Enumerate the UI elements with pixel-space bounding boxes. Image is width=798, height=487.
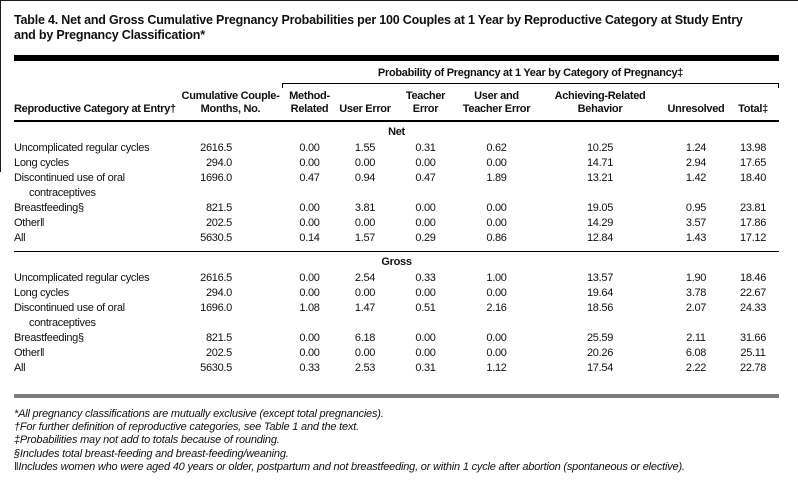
value-cell: 0.00	[299, 287, 320, 299]
value-cell: 0.33	[415, 272, 436, 284]
value-cell: 12.84	[586, 232, 614, 244]
value-cell: 0.94	[354, 172, 376, 184]
value-cell: 0.29	[415, 232, 436, 244]
value-cell: 14.29	[586, 217, 614, 229]
value-cell: 0.00	[299, 347, 320, 359]
value-cell: 20.26	[586, 347, 614, 359]
value-cell: 22.78	[740, 362, 767, 374]
value-cell: 0.00	[299, 157, 320, 169]
col-header-unresolved: Unresolved	[665, 88, 727, 121]
category-label: Discontinued use of oral contraceptives	[14, 302, 125, 329]
table-row	[14, 301, 779, 331]
value-cell: 294.0	[205, 157, 232, 169]
table-row	[14, 201, 779, 216]
value-cell: 6.18	[354, 332, 376, 344]
col-header-method-related: Method-Related	[282, 88, 337, 121]
value-cell: 0.47	[415, 172, 436, 184]
footnote-line: §Includes total breast-feeding and breast-feeding/weaning.	[14, 447, 289, 460]
spanner-label: Probability of Pregnancy at 1 Year by Category of Pregnancy‡	[377, 67, 684, 79]
footnote-line: ‡Probabilities may not add to totals because of rounding.	[14, 434, 280, 447]
value-cell: 1.89	[486, 172, 507, 184]
value-cell: 18.56	[586, 302, 614, 314]
value-cell: 22.67	[740, 287, 767, 299]
value-cell: 0.86	[486, 232, 507, 244]
category-label: All	[14, 232, 26, 244]
value-cell: 0.14	[299, 232, 320, 244]
value-cell: 1.57	[354, 232, 376, 244]
category-label: Uncomplicated regular cycles	[14, 272, 150, 284]
table-row	[14, 271, 779, 286]
category-label: Uncomplicated regular cycles	[14, 142, 150, 154]
value-cell: 1.55	[354, 142, 376, 154]
value-cell: 13.21	[586, 172, 614, 184]
value-cell: 31.66	[740, 332, 767, 344]
table-row	[14, 346, 779, 361]
value-cell: 0.00	[299, 217, 320, 229]
value-cell: 202.5	[205, 217, 232, 229]
footnote-line: ‖Includes women who were aged 40 years or older, postpartum and not breastfeeding, or within 1 cycle after abortion (spontaneous or elective).	[14, 460, 685, 473]
value-cell: 0.62	[486, 142, 507, 154]
footnote-line: †For further definition of reproductive categories, see Table 1 and the text.	[14, 421, 359, 434]
value-cell: 0.95	[685, 202, 707, 214]
section-label: Gross	[14, 252, 779, 272]
col-header-user-error: User Error	[337, 88, 393, 121]
value-cell: 0.33	[299, 362, 320, 374]
value-cell: 3.57	[685, 217, 707, 229]
category-cell	[14, 231, 179, 252]
section-label-row	[14, 121, 779, 141]
value-cell: 1.08	[299, 302, 320, 314]
table-row	[14, 331, 779, 346]
value-cell: 0.47	[299, 172, 320, 184]
value-cell: 2.07	[685, 302, 707, 314]
value-cell: 0.00	[486, 347, 507, 359]
spanner-row	[14, 61, 779, 88]
data-table	[14, 61, 779, 381]
section-label: Net	[388, 126, 405, 138]
category-label: Long cycles	[14, 287, 69, 299]
value-cell: 2.94	[685, 157, 707, 169]
category-label: Long cycles	[14, 157, 69, 169]
value-cell: 0.00	[486, 157, 507, 169]
category-cell	[14, 286, 179, 301]
footnote-line: *All pregnancy classifications are mutually exclusive (except total pregnancies).	[14, 408, 384, 420]
value-cell: 19.05	[586, 202, 614, 214]
footnotes	[14, 408, 779, 474]
spanner-spacer	[14, 61, 282, 88]
value-cell: 294.0	[205, 287, 232, 299]
value-cell: 23.81	[740, 202, 767, 214]
value-cell: 13.98	[740, 142, 767, 154]
category-label: Other‖	[14, 217, 45, 229]
value-cell: 10.25	[586, 142, 614, 154]
value-cell: 5630.5	[200, 362, 232, 374]
table-row	[14, 156, 779, 171]
value-cell: 1696.0	[200, 172, 232, 184]
category-label: Breastfeeding§	[14, 202, 84, 214]
value-cell: 3.81	[354, 202, 376, 214]
value-cell: 17.54	[586, 362, 614, 374]
value-cell: 2.54	[354, 272, 376, 284]
value-cell: 0.51	[415, 302, 436, 314]
value-cell: 821.5	[205, 202, 232, 214]
category-label: Breastfeeding§	[14, 332, 84, 344]
col-header-teacher-error: Teacher Error	[393, 88, 458, 121]
value-cell: 1.12	[486, 362, 507, 374]
category-cell	[14, 331, 179, 346]
category-cell	[14, 346, 179, 361]
value-cell: 0.00	[354, 157, 376, 169]
value-cell: 0.00	[486, 202, 507, 214]
value-cell: 0.00	[299, 332, 320, 344]
value-cell: 24.33	[740, 302, 767, 314]
value-cell: 821.5	[205, 332, 232, 344]
value-cell: 0.31	[415, 142, 436, 154]
table-row	[14, 171, 779, 201]
value-cell: 0.00	[299, 202, 320, 214]
value-cell: 1.24	[685, 142, 707, 154]
category-cell	[14, 216, 179, 231]
value-cell: 1.47	[354, 302, 376, 314]
value-cell: 0.00	[486, 217, 507, 229]
category-label: Discontinued use of oral contraceptives	[14, 172, 125, 199]
value-cell: 2.16	[486, 302, 507, 314]
table-row	[14, 141, 779, 156]
page-border-left	[0, 0, 1, 172]
value-cell: 18.46	[740, 272, 767, 284]
col-header-total: Total‡	[727, 88, 779, 121]
value-cell: 17.12	[740, 232, 767, 244]
value-cell: 3.78	[685, 287, 707, 299]
table-row	[14, 361, 779, 381]
category-cell	[14, 271, 179, 286]
table-title	[14, 13, 779, 43]
value-cell: 1.90	[685, 272, 707, 284]
col-header-couple-months: Cumulative Couple-Months, No.	[179, 88, 282, 121]
value-cell: 0.00	[415, 157, 436, 169]
value-cell: 0.00	[486, 332, 507, 344]
table-row	[14, 216, 779, 231]
value-cell: 2616.5	[200, 142, 232, 154]
table-row	[14, 231, 779, 252]
col-header-achieving-related: Achieving-Related Behavior	[535, 88, 665, 121]
column-header-row	[14, 88, 779, 121]
value-cell: 0.31	[415, 362, 436, 374]
value-cell: 13.57	[586, 272, 614, 284]
value-cell: 0.00	[415, 287, 436, 299]
value-cell: 17.65	[740, 157, 767, 169]
table-bottom-rule	[14, 394, 779, 398]
value-cell: 1696.0	[200, 302, 232, 314]
value-cell: 0.00	[415, 347, 436, 359]
table-title-line2: and by Pregnancy Classification*	[14, 28, 205, 42]
col-header-category: Reproductive Category at Entry†	[14, 88, 179, 121]
value-cell: 1.43	[685, 232, 707, 244]
category-label: All	[14, 362, 26, 374]
table-body	[14, 121, 779, 381]
category-label: Other‖	[14, 347, 45, 359]
value-cell: 0.00	[299, 142, 320, 154]
value-cell: 0.00	[415, 202, 436, 214]
spanner-cell	[282, 61, 779, 88]
table-title-line1: Table 4. Net and Gross Cumulative Pregnancy Probabilities per 100 Couples at 1 Year by Reproductive Category at Study Entry	[14, 13, 743, 27]
value-cell: 2.22	[685, 362, 707, 374]
value-cell: 25.11	[740, 347, 766, 359]
value-cell: 2616.5	[200, 272, 232, 284]
category-cell	[14, 156, 179, 171]
value-cell: 14.71	[586, 157, 614, 169]
category-cell	[14, 201, 179, 216]
value-cell: 202.5	[205, 347, 232, 359]
value-cell: 0.00	[415, 217, 436, 229]
table-header	[14, 61, 779, 121]
value-cell: 0.00	[415, 332, 436, 344]
table-row	[14, 286, 779, 301]
value-cell: 17.86	[740, 217, 767, 229]
table-content	[14, 0, 779, 474]
value-cell: 1.42	[685, 172, 707, 184]
value-cell: 0.00	[299, 272, 320, 284]
category-cell	[14, 301, 179, 331]
category-cell	[14, 141, 179, 156]
section-label-row	[14, 252, 779, 272]
value-cell: 6.08	[685, 347, 707, 359]
value-cell: 19.64	[586, 287, 614, 299]
col-header-user-and-teacher-error: User and Teacher Error	[458, 88, 535, 121]
category-cell	[14, 171, 179, 201]
value-cell: 0.00	[354, 287, 376, 299]
value-cell: 25.59	[586, 332, 614, 344]
value-cell: 18.40	[740, 172, 767, 184]
value-cell: 1.00	[486, 272, 507, 284]
category-cell	[14, 361, 179, 381]
value-cell: 0.00	[354, 217, 376, 229]
value-cell: 5630.5	[200, 232, 232, 244]
value-cell: 2.11	[686, 332, 706, 344]
value-cell: 2.53	[354, 362, 376, 374]
value-cell: 0.00	[354, 347, 376, 359]
value-cell: 0.00	[486, 287, 507, 299]
